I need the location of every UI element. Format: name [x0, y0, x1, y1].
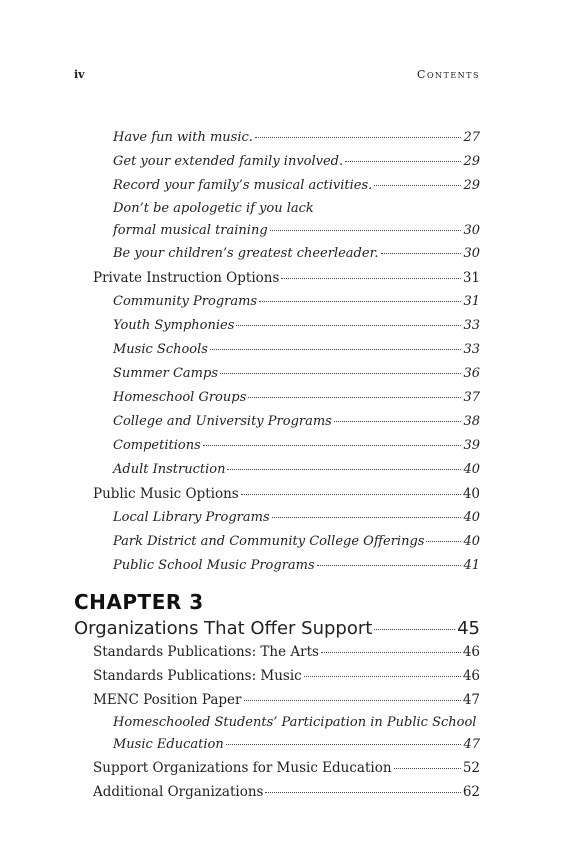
toc-entry-label: Record your family’s musical activities. [113, 178, 373, 193]
dot-leader [227, 469, 461, 470]
toc-entry-label: Additional Organizations [93, 784, 264, 800]
dot-leader [334, 421, 462, 422]
toc-entries-bottom [0, 640, 576, 804]
dot-leader [272, 517, 462, 518]
toc-entry-label: Homeschool Groups [113, 390, 247, 405]
dot-leader [374, 629, 455, 630]
toc-entry-page: 31 [463, 294, 480, 309]
toc-entry[interactable] [113, 242, 480, 266]
toc-entry-label: Public Music Options [93, 486, 239, 502]
toc-entry[interactable] [93, 266, 480, 290]
toc-entry[interactable] [113, 434, 480, 458]
toc-entry-page: 38 [463, 414, 480, 429]
toc-entry[interactable] [113, 734, 480, 756]
toc-entry-page: 46 [462, 668, 480, 684]
toc-entry[interactable] [113, 410, 480, 434]
toc-entry[interactable] [93, 640, 480, 664]
toc-entry[interactable] [113, 126, 480, 150]
dot-leader [241, 494, 461, 495]
dot-leader [345, 161, 461, 162]
toc-entry-page: 40 [462, 486, 480, 502]
toc-entry[interactable] [93, 664, 480, 688]
toc-entry[interactable] [93, 688, 480, 712]
toc-entry[interactable] [113, 458, 480, 482]
toc-entry-page: 62 [462, 784, 480, 800]
toc-entries-top [0, 126, 576, 578]
dot-leader [381, 253, 462, 254]
toc-entry-page: 47 [462, 692, 480, 708]
running-title: Contents [417, 68, 480, 81]
toc-entry-label: Public School Music Programs [113, 558, 315, 573]
dot-leader [210, 349, 461, 350]
dot-leader [394, 768, 461, 769]
toc-entry-page: 41 [463, 558, 480, 573]
dot-leader [317, 565, 462, 566]
page-folio: iv [74, 68, 85, 81]
toc-entry-page: 36 [463, 366, 480, 381]
toc-entry[interactable] [113, 150, 480, 174]
toc-entry-label: Music Education [113, 737, 224, 752]
dot-leader [248, 397, 461, 398]
toc-entry-label: Community Programs [113, 294, 258, 309]
toc-entry-label-line: Homeschooled Students’ Participation in Public School [113, 715, 477, 730]
dot-leader [244, 700, 461, 701]
toc-entry-label: Park District and Community College Offerings [113, 534, 425, 549]
toc-entry-label: Support Organizations for Music Education [93, 760, 392, 776]
dot-leader [226, 744, 462, 745]
toc-entry-chapter[interactable] [74, 616, 480, 642]
running-head [74, 68, 480, 86]
toc-entry[interactable] [93, 780, 480, 804]
toc-entry-page: 40 [463, 462, 480, 477]
chapter-page: 45 [457, 618, 480, 639]
toc-entry-label: Be your children’s greatest cheerleader. [113, 246, 379, 261]
toc-entry-label: Have fun with music. [113, 130, 253, 145]
toc-entry-page: 27 [463, 130, 480, 145]
toc-entry-label: Youth Symphonies [113, 318, 235, 333]
toc-entry-page: 39 [463, 438, 480, 453]
toc-entry[interactable] [113, 362, 480, 386]
toc-entry-label: Get your extended family involved. [113, 154, 344, 169]
toc-entry[interactable] [113, 386, 480, 410]
toc-entry-label: Local Library Programs [113, 510, 270, 525]
toc-entry-page: 29 [463, 154, 480, 169]
toc-entry-page: 46 [462, 644, 480, 660]
toc-entry-label: College and University Programs [113, 414, 332, 429]
chapter-label: CHAPTER 3 [74, 590, 204, 614]
toc-entry[interactable] [93, 482, 480, 506]
toc-entry[interactable] [113, 174, 480, 198]
toc-entry-page: 30 [463, 223, 480, 238]
toc-entry-label: Standards Publications: The Arts [93, 644, 319, 660]
toc-entry-label: MENC Position Paper [93, 692, 242, 708]
dot-leader [255, 137, 462, 138]
toc-entry[interactable] [113, 506, 480, 530]
toc-entry-page: 40 [463, 510, 480, 525]
toc-entry-label: Standards Publications: Music [93, 668, 302, 684]
toc-entry-label: Competitions [113, 438, 201, 453]
toc-entry-page: 33 [463, 342, 480, 357]
toc-entry-page: 29 [463, 178, 480, 193]
dot-leader [374, 185, 461, 186]
toc-entry-page: 37 [463, 390, 480, 405]
dot-leader [321, 652, 461, 653]
toc-entry-page: 47 [463, 737, 480, 752]
toc-entry-page: 30 [463, 246, 480, 261]
dot-leader [270, 230, 462, 231]
toc-entry[interactable] [113, 290, 480, 314]
toc-entry-label: Summer Camps [113, 366, 218, 381]
toc-entry-page: 40 [463, 534, 480, 549]
dot-leader [259, 301, 461, 302]
toc-entry-label-line: Don’t be apologetic if you lack [113, 201, 314, 216]
toc-entry[interactable] [113, 338, 480, 362]
dot-leader [281, 278, 460, 279]
toc-entry-label: formal musical training [113, 223, 268, 238]
toc-entry-label: Private Instruction Options [93, 270, 280, 286]
toc-entry[interactable] [113, 220, 480, 242]
toc-entry-label: Music Schools [113, 342, 208, 357]
toc-entry[interactable] [113, 314, 480, 338]
toc-entry[interactable] [93, 756, 480, 780]
toc-entry-label: Adult Instruction [113, 462, 226, 477]
toc-entry-page: 31 [462, 270, 480, 286]
dot-leader [265, 792, 460, 793]
dot-leader [304, 676, 461, 677]
dot-leader [426, 541, 461, 542]
toc-entry[interactable] [113, 530, 480, 554]
dot-leader [203, 445, 462, 446]
dot-leader [236, 325, 461, 326]
dot-leader [220, 373, 461, 374]
toc-entry[interactable] [113, 554, 480, 578]
chapter-title: Organizations That Offer Support [74, 618, 373, 639]
toc-entry-page: 52 [462, 760, 480, 776]
toc-entry-page: 33 [463, 318, 480, 333]
